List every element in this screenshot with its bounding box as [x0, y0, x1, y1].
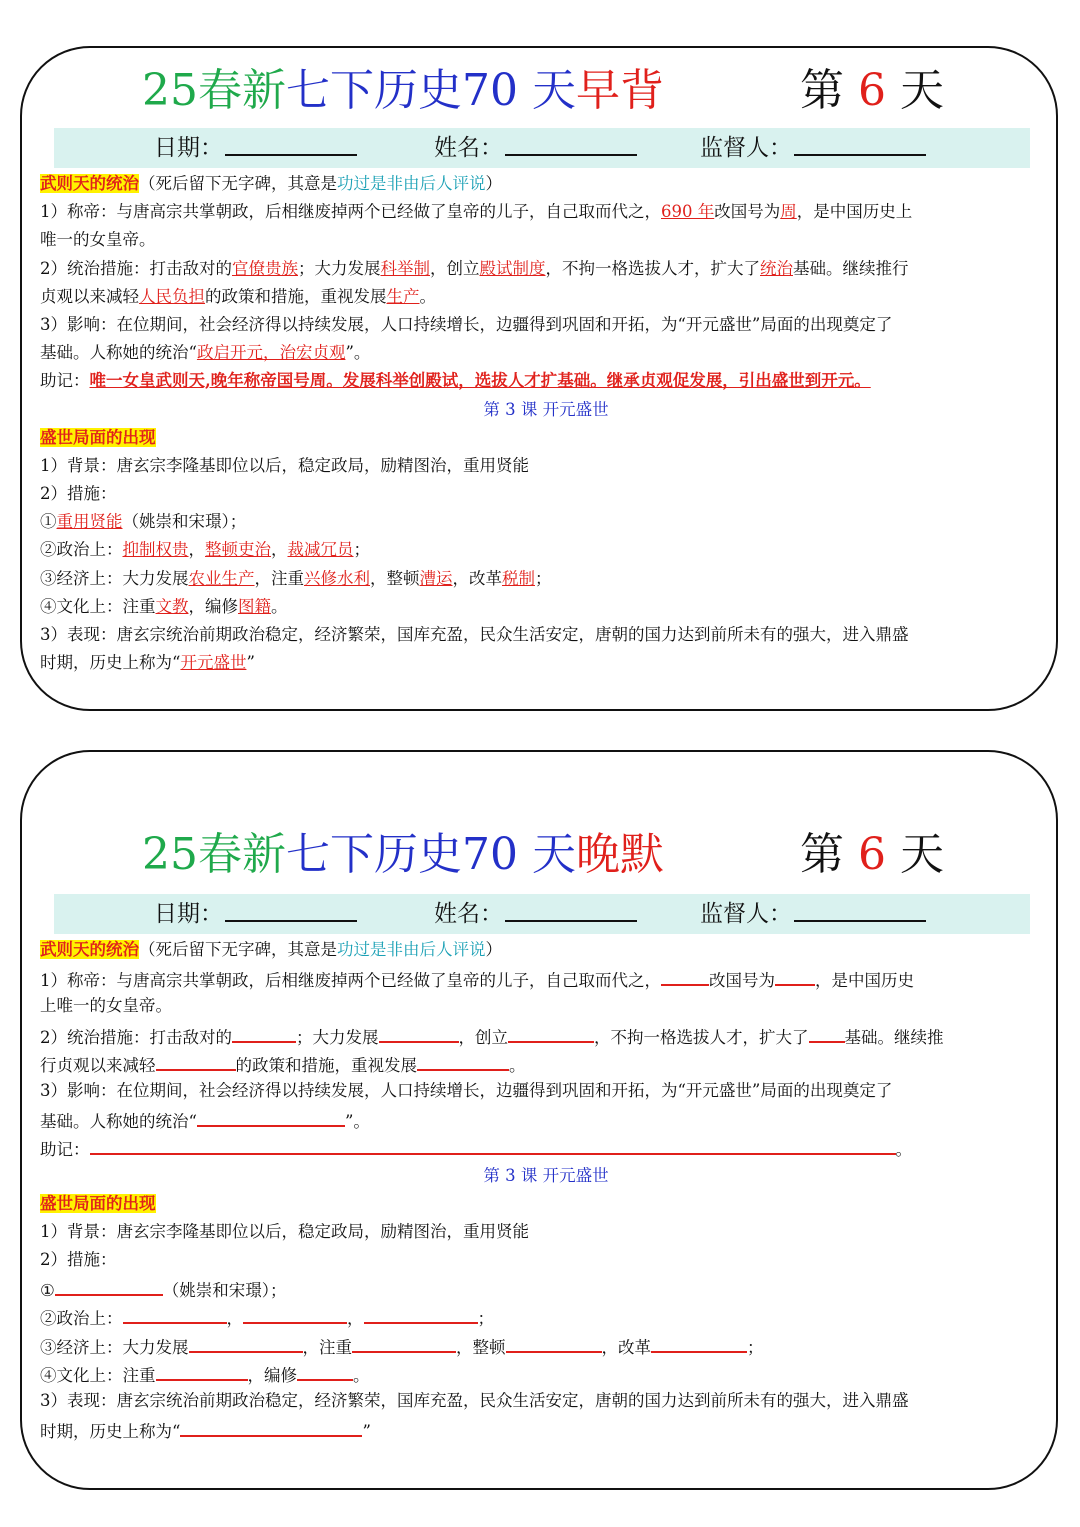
section-heading: 盛世局面的出现	[40, 427, 156, 447]
fill-blank[interactable]	[189, 1331, 303, 1353]
supervisor-field[interactable]	[700, 894, 926, 934]
text: ”	[246, 653, 255, 673]
evening-card	[20, 750, 1058, 1490]
paragraph-line	[40, 1021, 1052, 1049]
day-counter	[800, 820, 944, 890]
fill-blank[interactable]	[297, 1359, 353, 1381]
text: （姚崇和宋璟）；	[162, 1281, 287, 1301]
text: ，不拘一格选拔人才，扩大了	[594, 1027, 809, 1047]
paragraph-line	[40, 1105, 1052, 1133]
text: 贞观以来减轻	[40, 286, 139, 306]
title-left	[142, 56, 664, 126]
text: 基础。继续推	[844, 1027, 944, 1047]
text: 2）措施：	[40, 484, 117, 504]
text: ，注重	[254, 568, 304, 588]
answer: 周	[780, 202, 797, 222]
text: ”	[362, 1422, 371, 1442]
note-text: ）	[485, 940, 502, 959]
text: ，	[226, 1309, 243, 1329]
supervisor-label: 监督人：	[700, 135, 792, 161]
paragraph-line	[40, 621, 1052, 649]
text: ，创立	[430, 258, 480, 278]
title-part: 早背	[576, 65, 664, 116]
text: 1）称帝：与唐高宗共掌朝政，后相继废掉两个已经做了皇帝的儿子，自己取而代之，	[40, 202, 661, 222]
text: ③经济上：大力发展	[40, 1337, 189, 1357]
paragraph-line	[40, 1387, 1052, 1415]
text: 3）表现：唐玄宗统治前期政治稳定，经济繁荣，国库充盈，民众生活安定，唐朝的国力达到前所未有的强大，进入鼎盛	[40, 625, 909, 644]
note-highlight: 功过是非由后人评说	[337, 174, 486, 193]
title-left	[142, 820, 664, 890]
measure-line	[40, 1359, 1052, 1387]
text: ，编修	[247, 1365, 297, 1385]
section-heading-row	[40, 936, 1052, 964]
mnemonic-text: 唯一女皇武则天,晚年称帝国号周。发展科举创殿试，选拔人才扩基础。继承贞观促发展，引出盛世到开元。	[89, 371, 871, 391]
mnemonic-label: 助记：	[40, 1140, 90, 1160]
paragraph-line	[40, 339, 1052, 367]
text: 的政策和措施，重视发展	[235, 1055, 417, 1075]
fill-blank[interactable]	[775, 964, 815, 986]
text: ；	[353, 540, 370, 560]
text: ，改革	[452, 568, 502, 588]
name-field[interactable]	[434, 894, 637, 934]
text: 改国号为	[714, 202, 781, 222]
text: 。	[353, 1365, 370, 1385]
text: ，	[188, 540, 205, 560]
date-field[interactable]	[154, 894, 357, 934]
date-label: 日期：	[154, 135, 223, 161]
title-part: 七下历史70	[286, 829, 518, 880]
title-part: 25春新	[142, 65, 286, 116]
paragraph-line	[40, 649, 1052, 677]
text: ，创立	[458, 1027, 508, 1047]
text: ③经济上：大力发展	[40, 568, 189, 588]
info-bar	[54, 894, 1030, 934]
name-label: 姓名：	[434, 901, 503, 927]
text: ④文化上：注重	[40, 1365, 156, 1385]
text: 时期，历史上称为“	[40, 1422, 181, 1442]
measure-line	[40, 565, 1052, 593]
title-part: 天	[886, 65, 944, 116]
section-heading-row	[40, 170, 1052, 198]
measure-line	[40, 1331, 1052, 1359]
paragraph-line	[40, 311, 1052, 339]
card-body	[40, 170, 1052, 677]
text: ”。	[345, 343, 371, 363]
text: 2）统治措施：打击敌对的	[40, 1027, 232, 1047]
morning-card	[20, 46, 1058, 711]
name-line[interactable]	[505, 894, 637, 922]
answer: 统治	[760, 258, 793, 278]
text: ，注重	[302, 1337, 352, 1357]
answer: 兴修水利	[304, 568, 370, 588]
title-part: 天	[518, 829, 576, 880]
date-field[interactable]	[154, 128, 357, 168]
note-text: ）	[485, 174, 502, 193]
text: 的政策和措施，重视发展	[205, 286, 387, 306]
measure-line	[40, 536, 1052, 564]
fill-blank[interactable]	[379, 1021, 459, 1043]
text: ；	[535, 568, 552, 588]
text: 唯一的女皇帝。	[40, 230, 156, 250]
fill-blank[interactable]	[197, 1105, 345, 1127]
section-heading-row	[40, 424, 1052, 452]
note-highlight: 功过是非由后人评说	[337, 940, 486, 959]
text: ；大力发展	[296, 1027, 379, 1047]
text: 3）表现：唐玄宗统治前期政治稳定，经济繁荣，国库充盈，民众生活安定，唐朝的国力达到前所未有的强大，进入鼎盛	[40, 1391, 909, 1410]
text: 1）称帝：与唐高宗共掌朝政，后相继废掉两个已经做了皇帝的儿子，自己取而代之，	[40, 971, 661, 991]
text: ，整顿	[370, 568, 420, 588]
date-label: 日期：	[154, 901, 223, 927]
answer: 开元盛世	[180, 653, 247, 673]
paragraph-line	[40, 964, 1052, 992]
answer: 裁减冗员	[287, 540, 354, 560]
text: 基础。人称她的统治“	[40, 343, 197, 363]
lesson-title: 第 3 课 开元盛世	[483, 399, 609, 419]
card-title	[22, 820, 1056, 890]
card-body	[40, 936, 1052, 1443]
supervisor-line[interactable]	[794, 128, 926, 156]
text: 基础。人称她的统治“	[40, 1112, 197, 1132]
text: 2）措施：	[40, 1250, 117, 1270]
text: 2）统治措施：打击敌对的	[40, 258, 232, 278]
supervisor-line[interactable]	[794, 894, 926, 922]
measure-line	[40, 508, 1052, 536]
name-line[interactable]	[505, 128, 637, 156]
text: ，	[271, 540, 288, 560]
text: ，改革	[601, 1337, 651, 1357]
text: 时期，历史上称为“	[40, 653, 181, 673]
text: ”。	[344, 1112, 370, 1132]
day-number: 6	[858, 65, 886, 116]
answer: 人民负担	[139, 286, 205, 306]
answer: 文教	[155, 596, 189, 616]
fill-blank[interactable]	[508, 1021, 594, 1043]
answer: 图籍	[238, 596, 271, 616]
fill-blank[interactable]	[243, 1302, 347, 1324]
text: ；	[477, 1309, 494, 1329]
title-part: 天	[518, 65, 576, 116]
text: ；大力发展	[298, 258, 381, 278]
text: ④文化上：注重	[40, 596, 156, 616]
title-part: 25春新	[142, 829, 286, 880]
name-label: 姓名：	[434, 135, 503, 161]
text: （姚崇和宋璟）；	[122, 512, 247, 532]
fill-blank[interactable]	[506, 1331, 602, 1353]
title-part: 第	[800, 65, 858, 116]
note-text: （死后留下无字碑，其意是	[139, 940, 337, 959]
answer: 生产	[386, 286, 420, 306]
fill-blank[interactable]	[651, 1331, 747, 1353]
section-heading: 盛世局面的出现	[40, 1193, 156, 1213]
day-number: 6	[858, 829, 886, 880]
answer: 政启开元，治宏贞观	[196, 343, 346, 363]
text: ①	[40, 512, 57, 532]
answer: 抑制权贵	[122, 540, 189, 560]
date-line[interactable]	[225, 128, 357, 156]
paragraph-line	[40, 198, 1052, 226]
answer: 科举制	[380, 258, 430, 278]
text: ，是中国历史	[815, 971, 914, 991]
mnemonic-line	[40, 1133, 1052, 1161]
fill-blank[interactable]	[352, 1331, 456, 1353]
text: ，是中国历史上	[796, 202, 913, 222]
supervisor-label: 监督人：	[700, 901, 792, 927]
text: 1）背景：唐玄宗李隆基即位以后，稳定政局，励精图治，重用贤能	[40, 455, 529, 475]
fill-blank[interactable]	[180, 1415, 362, 1437]
fill-blank[interactable]	[364, 1302, 478, 1324]
text: ②政治上：	[40, 1309, 123, 1329]
measure-line	[40, 1302, 1052, 1330]
answer: 漕运	[419, 568, 453, 588]
fill-blank[interactable]	[661, 964, 709, 986]
supervisor-field[interactable]	[700, 128, 926, 168]
text: 。	[509, 1055, 526, 1075]
answer: 690 年	[661, 202, 715, 222]
mnemonic-label: 助记：	[40, 371, 90, 391]
measure-line	[40, 593, 1052, 621]
answer: 重用贤能	[56, 512, 123, 532]
title-part: 七下历史70	[286, 65, 518, 116]
paragraph-line	[40, 1218, 1052, 1246]
answer: 农业生产	[188, 568, 255, 588]
paragraph-line	[40, 1077, 1052, 1105]
paragraph-line	[40, 1049, 1052, 1077]
text: ②政治上：	[40, 540, 123, 560]
paragraph-line	[40, 226, 1052, 254]
fill-blank[interactable]	[156, 1049, 236, 1071]
text: 行贞观以来减轻	[40, 1055, 156, 1075]
text: 基础。继续推行	[793, 258, 909, 278]
paragraph-line	[40, 255, 1052, 283]
day-counter	[800, 56, 944, 126]
fill-blank[interactable]	[156, 1359, 248, 1381]
section-heading: 武则天的统治	[40, 174, 139, 193]
title-part: 晚默	[576, 829, 664, 880]
answer: 殿试制度	[479, 258, 546, 278]
paragraph-line	[40, 1415, 1052, 1443]
text: 。	[419, 286, 436, 306]
lesson-title: 第 3 课 开元盛世	[483, 1165, 609, 1185]
mnemonic-line	[40, 367, 1052, 395]
text: 1）背景：唐玄宗李隆基即位以后，稳定政局，励精图治，重用贤能	[40, 1221, 529, 1241]
card-title	[22, 56, 1056, 126]
text: 。	[895, 1140, 912, 1160]
fill-blank[interactable]	[417, 1049, 509, 1071]
date-line[interactable]	[225, 894, 357, 922]
paragraph-line	[40, 452, 1052, 480]
paragraph-line	[40, 283, 1052, 311]
paragraph-line	[40, 480, 1052, 508]
text: ；	[747, 1337, 764, 1357]
text: ，整顿	[456, 1337, 506, 1357]
text: ，	[347, 1309, 364, 1329]
title-part: 第	[800, 829, 858, 880]
text: 上唯一的女皇帝。	[40, 996, 172, 1016]
section-heading-row	[40, 1190, 1052, 1218]
mnemonic-blank[interactable]	[90, 1133, 896, 1155]
text: ，编修	[188, 596, 238, 616]
answer: 整顿吏治	[205, 540, 271, 560]
paragraph-line	[40, 992, 1052, 1020]
answer: 税制	[502, 568, 535, 588]
title-part: 天	[886, 829, 944, 880]
paragraph-line	[40, 1246, 1052, 1274]
fill-blank[interactable]	[809, 1021, 845, 1043]
info-bar	[54, 128, 1030, 168]
text: 3）影响：在位期间，社会经济得以持续发展，人口持续增长，边疆得到巩固和开拓，为“开元盛世”局面的出现奠定了	[40, 1080, 893, 1100]
section-heading: 武则天的统治	[40, 940, 139, 959]
name-field[interactable]	[434, 128, 637, 168]
text: 改国号为	[709, 971, 775, 991]
text: 。	[271, 596, 288, 616]
text: ，不拘一格选拔人才，扩大了	[545, 258, 760, 278]
measure-line	[40, 1274, 1052, 1302]
note-text: （死后留下无字碑，其意是	[139, 174, 337, 193]
fill-blank[interactable]	[232, 1021, 296, 1043]
answer: 官僚贵族	[232, 258, 298, 278]
fill-blank[interactable]	[55, 1274, 163, 1296]
fill-blank[interactable]	[123, 1302, 227, 1324]
text: ①	[40, 1281, 55, 1301]
text: 3）影响：在位期间，社会经济得以持续发展，人口持续增长，边疆得到巩固和开拓，为“开元盛世”局面的出现奠定了	[40, 314, 893, 334]
